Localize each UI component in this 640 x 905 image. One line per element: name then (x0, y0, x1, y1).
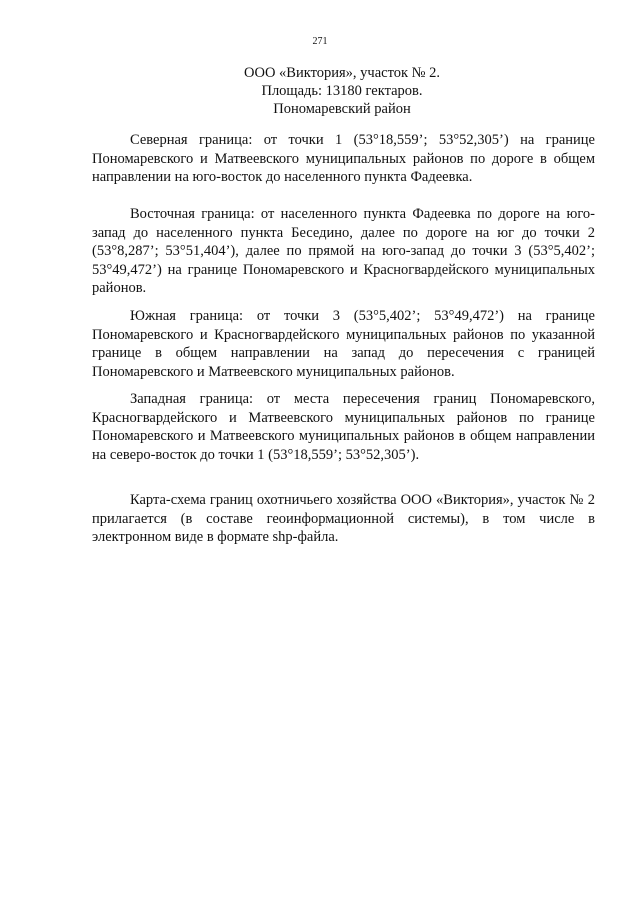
page-number: 271 (312, 36, 328, 47)
map-note-paragraph: Карта-схема границ охотничьего хозяйства ООО «Виктория», участок № 2 прилагается (в составе геоинформационной системы), в том числе в электронном виде в формате shp-файла. (92, 492, 595, 545)
document-header (92, 64, 592, 118)
header-district: Пономаревский район (273, 101, 411, 117)
north-boundary-paragraph: Северная граница: от точки 1 (53°18,559’; 53°52,305’) на границе Пономаревского и Матвеевского муниципальных районов по дороге в общем направлении на юго-восток до населенного пункта Фадеевка. (92, 132, 595, 185)
header-title: ООО «Виктория», участок № 2. (244, 65, 440, 81)
west-boundary-paragraph: Западная граница: от места пересечения границ Пономаревского, Красногвардейского и Матвеевского муниципальных районов по границе Пономаревского и Матвеевского муниципальных районов в общем направлении на северо-восток до точки 1 (53°18,559’; 53°52,305’). (92, 391, 595, 463)
east-boundary-paragraph: Восточная граница: от населенного пункта Фадеевка по дороге на юго-запад до населенного пункта Беседино, далее по дороге на юг до точки 2 (53°8,287’; 53°51,404’), далее по прямой на юго-запад до точки 3 (53°5,402’; 53°49,472’) на границе Пономаревского и Красногвардейского муниципальных районов. (92, 206, 595, 296)
header-area: Площадь: 13180 гектаров. (261, 83, 423, 99)
south-boundary-paragraph: Южная граница: от точки 3 (53°5,402’; 53°49,472’) на границе Пономаревского и Красногвардейского муниципальных районов по указанной границе в общем направлении на запад до пересечения с границей Пономаревского и Матвеевского муниципальных районов. (92, 308, 595, 380)
